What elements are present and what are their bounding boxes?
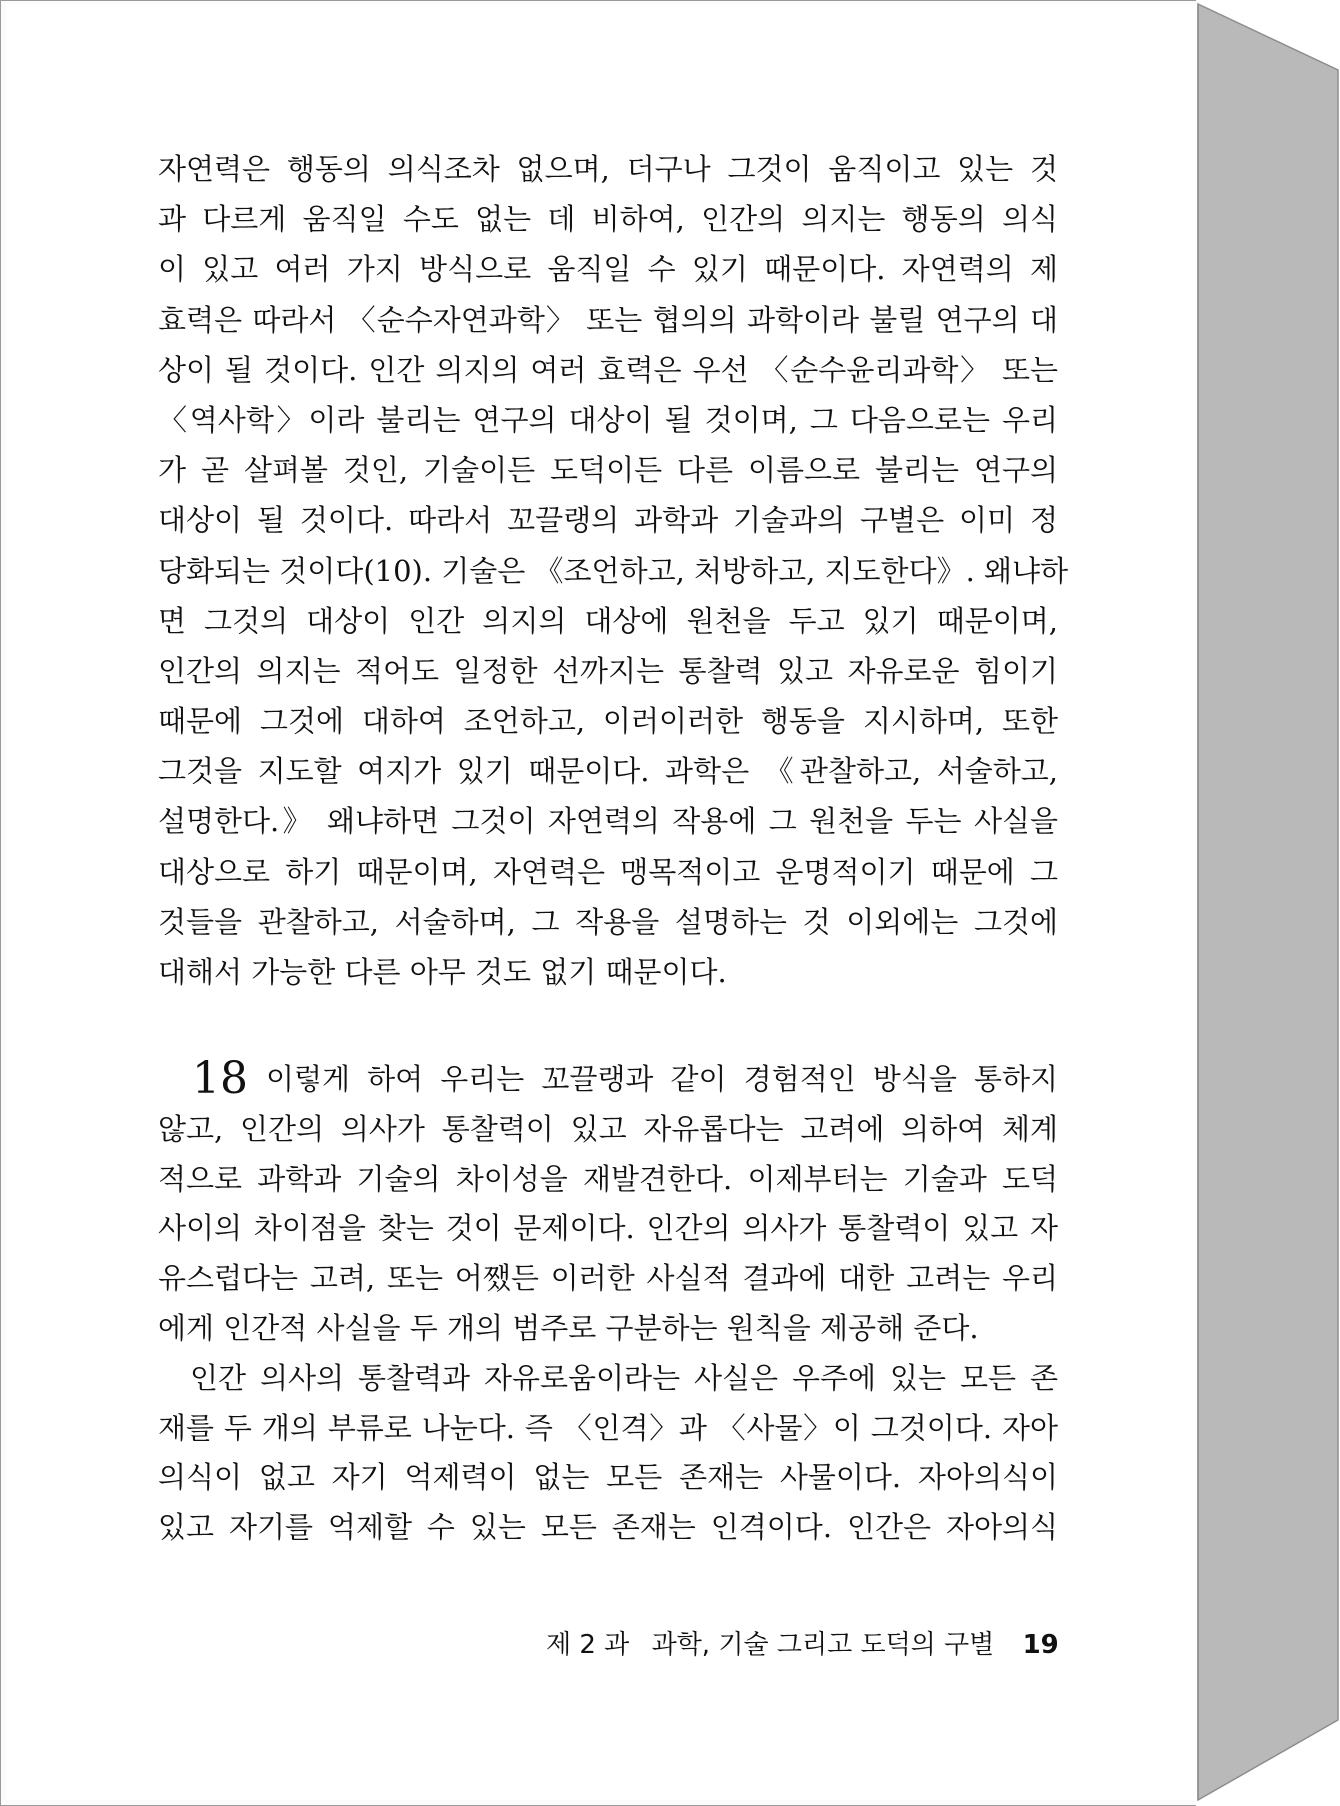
text-line: 인간 의사의 통찰력과 자유로움이라는 사실은 우주에 있는 모든 존 bbox=[190, 1360, 1058, 1395]
running-footer bbox=[546, 1624, 1059, 1661]
text-line: 자연력은 행동의 의식조차 없으며, 더구나 그것이 움직이고 있는 것 bbox=[158, 152, 1058, 186]
text-line: 것들을 관찰하고, 서술하며, 그 작용을 설명하는 것 이외에는 그것에 bbox=[158, 904, 1058, 939]
text-line: 대해서 가능한 다른 아무 것도 없기 때문이다. bbox=[158, 955, 727, 989]
text-line: 가 곧 살펴볼 것인, 기술이든 도덕이든 다른 이름으로 불리는 연구의 bbox=[158, 453, 1058, 488]
text-line: 당화되는 것이다(10). 기술은 《조언하고, 처방하고, 지도한다》. 왜냐하 bbox=[158, 553, 1069, 588]
text-line: 대상으로 하기 때문이며, 자연력은 맹목적이고 운명적이기 때문에 그 bbox=[158, 854, 1058, 889]
text-line: 면 그것의 대상이 인간 의지의 대상에 원천을 두고 있기 때문이며, bbox=[158, 603, 1058, 638]
text-line: 인간의 의지는 적어도 일정한 선까지는 통찰력 있고 자유로운 힘이기 bbox=[158, 653, 1058, 688]
section-number: 18 bbox=[192, 1053, 248, 1104]
text-line: 이 있고 여러 가지 방식으로 움직일 수 있기 때문이다. 자연력의 제 bbox=[158, 252, 1058, 287]
text-line: 않고, 인간의 의사가 통찰력이 있고 자유롭다는 고려에 의하여 체계 bbox=[158, 1111, 1058, 1146]
text-line: 이렇게 하여 우리는 꼬끌랭과 같이 경험적인 방식을 통하지 bbox=[266, 1062, 1058, 1096]
page-number: 19 bbox=[1022, 1630, 1059, 1660]
text-line: 있고 자기를 억제할 수 있는 모든 존재는 인격이다. 인간은 자아의식 bbox=[158, 1510, 1058, 1545]
book-page-edge bbox=[1196, 0, 1340, 1806]
text-line: 〈역사학〉이라 불리는 연구의 대상이 될 것이며, 그 다음으로는 우리 bbox=[158, 402, 1058, 437]
text-line: 때문에 그것에 대하여 조언하고, 이러이러한 행동을 지시하며, 또한 bbox=[158, 704, 1058, 739]
paragraph-section-17-continued bbox=[158, 148, 1069, 1001]
text-line: 과 다르게 움직일 수도 없는 데 비하여, 인간의 의지는 행동의 의식 bbox=[158, 202, 1058, 237]
text-line: 대상이 될 것이다. 따라서 꼬끌랭의 과학과 기술과의 구별은 이미 정 bbox=[158, 503, 1058, 538]
text-line: 그것을 지도할 여지가 있기 때문이다. 과학은 《관찰하고, 서술하고, bbox=[158, 754, 1058, 789]
footer-title: 과학, 기술 그리고 도덕의 구별 bbox=[651, 1630, 995, 1660]
text-line-first bbox=[158, 1053, 1058, 1108]
text-line: 설명한다.》 왜냐하면 그것이 자연력의 작용에 그 원천을 두는 사실을 bbox=[158, 804, 1058, 839]
book-page bbox=[6, 4, 1196, 1800]
footer-chapter: 제 2 과 bbox=[546, 1630, 630, 1660]
text-line: 적으로 과학과 기술의 차이성을 재발견한다. 이제부터는 기술과 도덕 bbox=[158, 1161, 1058, 1196]
text-line: 유스럽다는 고려, 또는 어쨌든 이러한 사실적 결과에 대한 고려는 우리 bbox=[158, 1261, 1058, 1296]
text-line: 상이 될 것이다. 인간 의지의 여러 효력은 우선 〈순수윤리과학〉 또는 bbox=[158, 352, 1058, 387]
text-line: 재를 두 개의 부류로 나눈다. 즉 〈인격〉과 〈사물〉이 그것이다. 자아 bbox=[158, 1410, 1058, 1445]
text-line: 에게 인간적 사실을 두 개의 범주로 구분하는 원칙을 제공해 준다. bbox=[158, 1310, 979, 1345]
text-line: 사이의 차이점을 찾는 것이 문제이다. 인간의 의사가 통찰력이 있고 자 bbox=[158, 1211, 1058, 1246]
text-line: 효력은 따라서 〈순수자연과학〉 또는 협의의 과학이라 불릴 연구의 대 bbox=[158, 302, 1058, 337]
paragraph-section-18 bbox=[158, 1053, 1058, 1556]
text-line: 의식이 없고 자기 억제력이 없는 모든 존재는 사물이다. 자아의식이 bbox=[158, 1460, 1058, 1495]
